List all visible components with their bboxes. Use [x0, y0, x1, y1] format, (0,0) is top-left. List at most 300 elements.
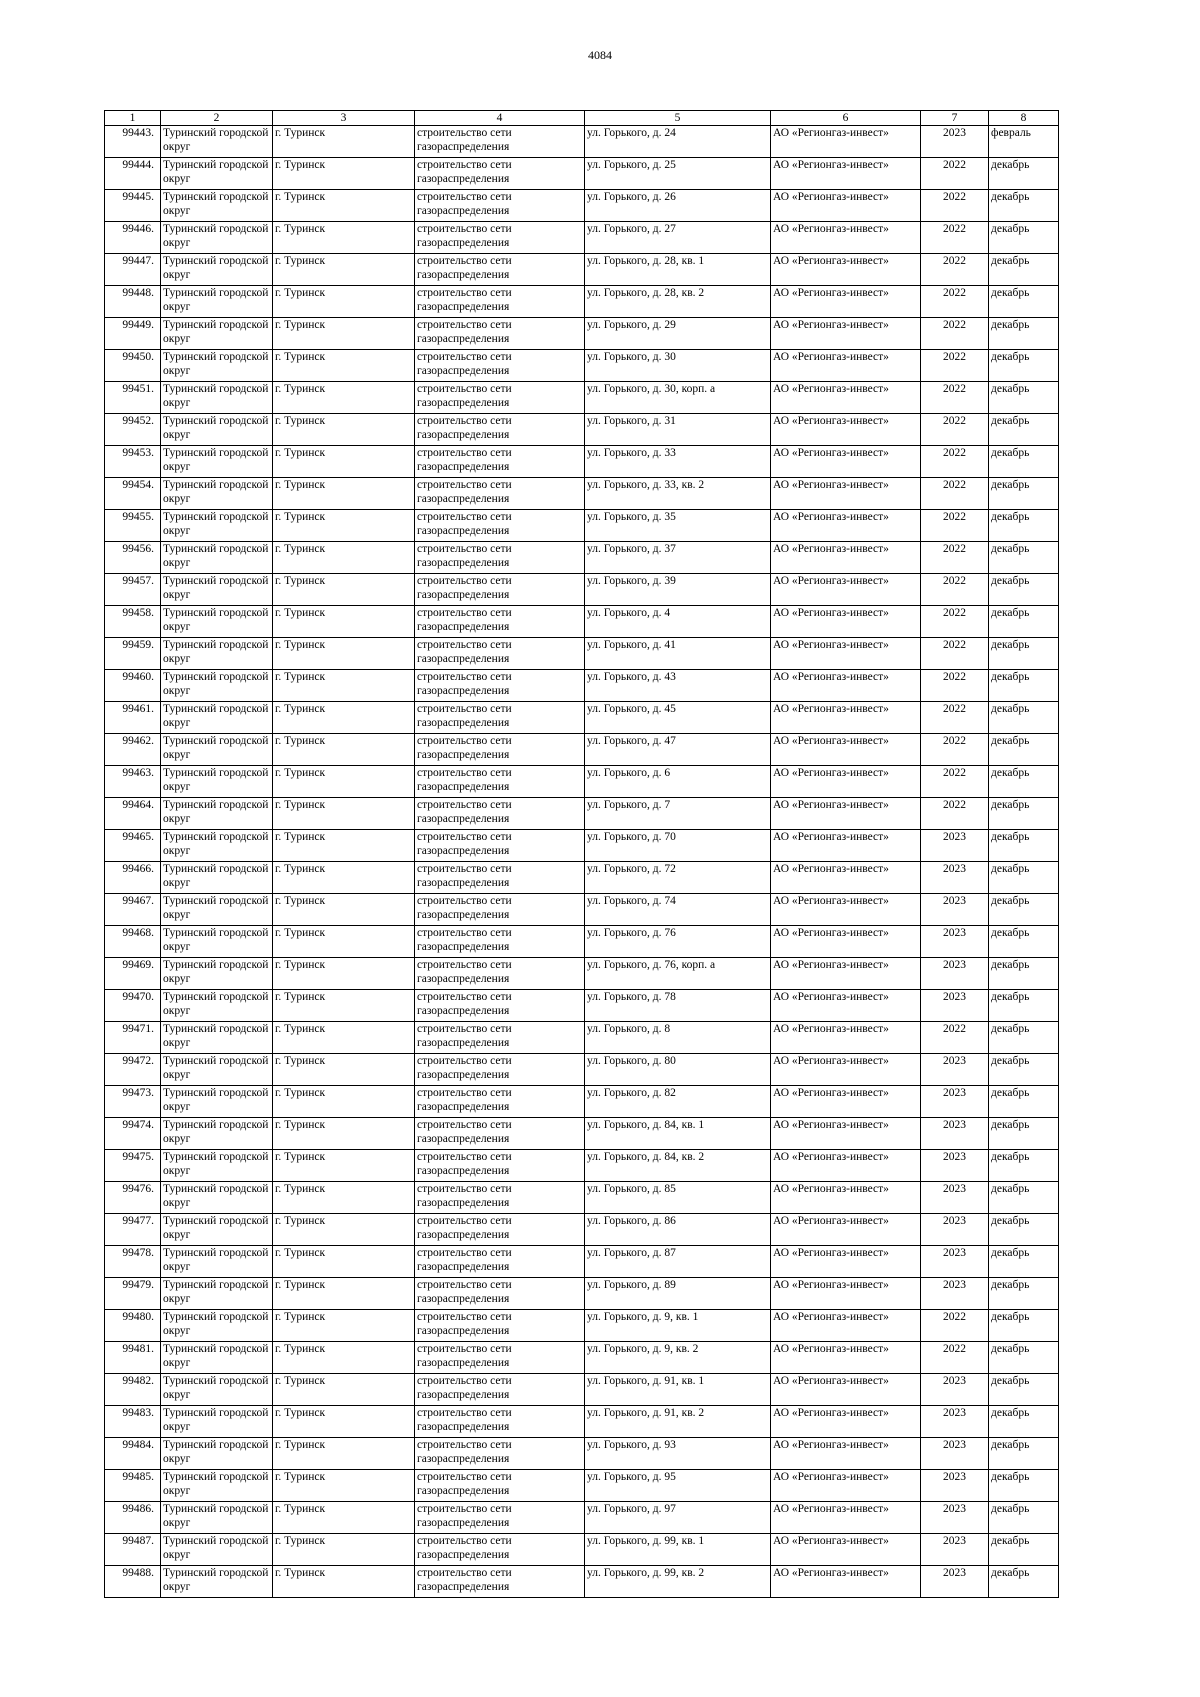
address-cell: ул. Горького, д. 91, кв. 2 — [585, 1406, 771, 1438]
municipality-cell: Туринский городской округ — [161, 286, 273, 318]
municipality-cell: Туринский городской округ — [161, 382, 273, 414]
operator-cell: АО «Регионгаз-инвест» — [771, 190, 921, 222]
operator-cell: АО «Регионгаз-инвест» — [771, 126, 921, 158]
object-cell: строительство сети газораспределения — [415, 766, 585, 798]
settlement-cell: г. Туринск — [273, 382, 415, 414]
operator-cell: АО «Регионгаз-инвест» — [771, 1214, 921, 1246]
address-cell: ул. Горького, д. 45 — [585, 702, 771, 734]
month-cell: декабрь — [989, 350, 1059, 382]
row-number-cell: 99488. — [105, 1566, 161, 1598]
month-cell: декабрь — [989, 734, 1059, 766]
municipality-cell: Туринский городской округ — [161, 126, 273, 158]
month-cell: декабрь — [989, 414, 1059, 446]
row-number-cell: 99478. — [105, 1246, 161, 1278]
municipality-cell: Туринский городской округ — [161, 606, 273, 638]
table-row — [105, 222, 1059, 254]
settlement-cell: г. Туринск — [273, 318, 415, 350]
row-number-cell: 99451. — [105, 382, 161, 414]
settlement-cell: г. Туринск — [273, 1214, 415, 1246]
operator-cell: АО «Регионгаз-инвест» — [771, 798, 921, 830]
year-cell: 2022 — [921, 158, 989, 190]
settlement-cell: г. Туринск — [273, 1566, 415, 1598]
table-body — [105, 126, 1059, 1598]
table-row — [105, 1214, 1059, 1246]
row-number-cell: 99459. — [105, 638, 161, 670]
municipality-cell: Туринский городской округ — [161, 702, 273, 734]
page-number: 4084 — [588, 48, 612, 62]
object-cell: строительство сети газораспределения — [415, 830, 585, 862]
municipality-cell: Туринский городской округ — [161, 766, 273, 798]
object-cell: строительство сети газораспределения — [415, 222, 585, 254]
municipality-cell: Туринский городской округ — [161, 574, 273, 606]
operator-cell: АО «Регионгаз-инвест» — [771, 510, 921, 542]
column-header-1: 1 — [105, 111, 161, 126]
municipality-cell: Туринский городской округ — [161, 318, 273, 350]
settlement-cell: г. Туринск — [273, 1022, 415, 1054]
address-cell: ул. Горького, д. 97 — [585, 1502, 771, 1534]
month-cell: декабрь — [989, 1214, 1059, 1246]
settlement-cell: г. Туринск — [273, 1054, 415, 1086]
table-row — [105, 1182, 1059, 1214]
settlement-cell: г. Туринск — [273, 958, 415, 990]
municipality-cell: Туринский городской округ — [161, 1246, 273, 1278]
table-row — [105, 350, 1059, 382]
object-cell: строительство сети газораспределения — [415, 1342, 585, 1374]
column-header-4: 4 — [415, 111, 585, 126]
object-cell: строительство сети газораспределения — [415, 1566, 585, 1598]
object-cell: строительство сети газораспределения — [415, 1310, 585, 1342]
month-cell: февраль — [989, 126, 1059, 158]
municipality-cell: Туринский городской округ — [161, 830, 273, 862]
operator-cell: АО «Регионгаз-инвест» — [771, 990, 921, 1022]
settlement-cell: г. Туринск — [273, 798, 415, 830]
year-cell: 2023 — [921, 926, 989, 958]
operator-cell: АО «Регионгаз-инвест» — [771, 1150, 921, 1182]
municipality-cell: Туринский городской округ — [161, 734, 273, 766]
month-cell: декабрь — [989, 1022, 1059, 1054]
table-row — [105, 318, 1059, 350]
settlement-cell: г. Туринск — [273, 1374, 415, 1406]
month-cell: декабрь — [989, 158, 1059, 190]
row-number-cell: 99446. — [105, 222, 161, 254]
month-cell: декабрь — [989, 1502, 1059, 1534]
month-cell: декабрь — [989, 222, 1059, 254]
municipality-cell: Туринский городской округ — [161, 1022, 273, 1054]
row-number-cell: 99463. — [105, 766, 161, 798]
settlement-cell: г. Туринск — [273, 126, 415, 158]
table-row — [105, 830, 1059, 862]
year-cell: 2023 — [921, 1118, 989, 1150]
settlement-cell: г. Туринск — [273, 414, 415, 446]
object-cell: строительство сети газораспределения — [415, 702, 585, 734]
object-cell: строительство сети газораспределения — [415, 478, 585, 510]
month-cell: декабрь — [989, 926, 1059, 958]
month-cell: декабрь — [989, 1150, 1059, 1182]
year-cell: 2023 — [921, 1054, 989, 1086]
settlement-cell: г. Туринск — [273, 1534, 415, 1566]
municipality-cell: Туринский городской округ — [161, 894, 273, 926]
address-cell: ул. Горького, д. 7 — [585, 798, 771, 830]
address-cell: ул. Горького, д. 86 — [585, 1214, 771, 1246]
table-row — [105, 1278, 1059, 1310]
municipality-cell: Туринский городской округ — [161, 1310, 273, 1342]
object-cell: строительство сети газораспределения — [415, 734, 585, 766]
row-number-cell: 99449. — [105, 318, 161, 350]
year-cell: 2022 — [921, 1342, 989, 1374]
object-cell: строительство сети газораспределения — [415, 574, 585, 606]
operator-cell: АО «Регионгаз-инвест» — [771, 926, 921, 958]
table-row — [105, 638, 1059, 670]
year-cell: 2023 — [921, 1470, 989, 1502]
table-header — [105, 111, 1059, 126]
month-cell: декабрь — [989, 1342, 1059, 1374]
row-number-cell: 99472. — [105, 1054, 161, 1086]
table-row — [105, 798, 1059, 830]
year-cell: 2023 — [921, 990, 989, 1022]
settlement-cell: г. Туринск — [273, 350, 415, 382]
municipality-cell: Туринский городской округ — [161, 190, 273, 222]
settlement-cell: г. Туринск — [273, 926, 415, 958]
operator-cell: АО «Регионгаз-инвест» — [771, 446, 921, 478]
year-cell: 2022 — [921, 382, 989, 414]
object-cell: строительство сети газораспределения — [415, 382, 585, 414]
object-cell: строительство сети газораспределения — [415, 286, 585, 318]
address-cell: ул. Горького, д. 91, кв. 1 — [585, 1374, 771, 1406]
month-cell: декабрь — [989, 702, 1059, 734]
operator-cell: АО «Регионгаз-инвест» — [771, 830, 921, 862]
table-row — [105, 1118, 1059, 1150]
table-row — [105, 1470, 1059, 1502]
operator-cell: АО «Регионгаз-инвест» — [771, 478, 921, 510]
month-cell: декабрь — [989, 862, 1059, 894]
settlement-cell: г. Туринск — [273, 254, 415, 286]
operator-cell: АО «Регионгаз-инвест» — [771, 606, 921, 638]
table-row — [105, 766, 1059, 798]
operator-cell: АО «Регионгаз-инвест» — [771, 702, 921, 734]
table-row — [105, 1566, 1059, 1598]
month-cell: декабрь — [989, 1118, 1059, 1150]
object-cell: строительство сети газораспределения — [415, 798, 585, 830]
operator-cell: АО «Регионгаз-инвест» — [771, 286, 921, 318]
year-cell: 2023 — [921, 1502, 989, 1534]
year-cell: 2023 — [921, 1406, 989, 1438]
row-number-cell: 99460. — [105, 670, 161, 702]
column-header-6: 6 — [771, 111, 921, 126]
municipality-cell: Туринский городской округ — [161, 1278, 273, 1310]
object-cell: строительство сети газораспределения — [415, 1054, 585, 1086]
object-cell: строительство сети газораспределения — [415, 542, 585, 574]
municipality-cell: Туринский городской округ — [161, 414, 273, 446]
month-cell: декабрь — [989, 1534, 1059, 1566]
table-row — [105, 1086, 1059, 1118]
year-cell: 2022 — [921, 510, 989, 542]
municipality-cell: Туринский городской округ — [161, 1150, 273, 1182]
municipality-cell: Туринский городской округ — [161, 1438, 273, 1470]
settlement-cell: г. Туринск — [273, 446, 415, 478]
address-cell: ул. Горького, д. 33, кв. 2 — [585, 478, 771, 510]
address-cell: ул. Горького, д. 28, кв. 1 — [585, 254, 771, 286]
address-cell: ул. Горького, д. 27 — [585, 222, 771, 254]
operator-cell: АО «Регионгаз-инвест» — [771, 1566, 921, 1598]
object-cell: строительство сети газораспределения — [415, 158, 585, 190]
row-number-cell: 99454. — [105, 478, 161, 510]
year-cell: 2023 — [921, 1534, 989, 1566]
table-row — [105, 478, 1059, 510]
address-cell: ул. Горького, д. 6 — [585, 766, 771, 798]
operator-cell: АО «Регионгаз-инвест» — [771, 1278, 921, 1310]
year-cell: 2023 — [921, 1246, 989, 1278]
table-row — [105, 190, 1059, 222]
operator-cell: АО «Регионгаз-инвест» — [771, 1502, 921, 1534]
month-cell: декабрь — [989, 766, 1059, 798]
municipality-cell: Туринский городской округ — [161, 638, 273, 670]
municipality-cell: Туринский городской округ — [161, 1534, 273, 1566]
object-cell: строительство сети газораспределения — [415, 1470, 585, 1502]
address-cell: ул. Горького, д. 39 — [585, 574, 771, 606]
object-cell: строительство сети газораспределения — [415, 1246, 585, 1278]
object-cell: строительство сети газораспределения — [415, 1374, 585, 1406]
table-row — [105, 1502, 1059, 1534]
year-cell: 2022 — [921, 318, 989, 350]
year-cell: 2022 — [921, 190, 989, 222]
settlement-cell: г. Туринск — [273, 638, 415, 670]
settlement-cell: г. Туринск — [273, 670, 415, 702]
municipality-cell: Туринский городской округ — [161, 158, 273, 190]
address-cell: ул. Горького, д. 28, кв. 2 — [585, 286, 771, 318]
month-cell: декабрь — [989, 830, 1059, 862]
month-cell: декабрь — [989, 606, 1059, 638]
column-header-3: 3 — [273, 111, 415, 126]
address-cell: ул. Горького, д. 30, корп. а — [585, 382, 771, 414]
object-cell: строительство сети газораспределения — [415, 894, 585, 926]
operator-cell: АО «Регионгаз-инвест» — [771, 1182, 921, 1214]
year-cell: 2023 — [921, 1214, 989, 1246]
address-cell: ул. Горького, д. 26 — [585, 190, 771, 222]
municipality-cell: Туринский городской округ — [161, 798, 273, 830]
table-row — [105, 990, 1059, 1022]
year-cell: 2023 — [921, 1438, 989, 1470]
municipality-cell: Туринский городской округ — [161, 1406, 273, 1438]
address-cell: ул. Горького, д. 25 — [585, 158, 771, 190]
row-number-cell: 99444. — [105, 158, 161, 190]
municipality-cell: Туринский городской округ — [161, 478, 273, 510]
month-cell: декабрь — [989, 1310, 1059, 1342]
year-cell: 2023 — [921, 1182, 989, 1214]
row-number-cell: 99467. — [105, 894, 161, 926]
operator-cell: АО «Регионгаз-инвест» — [771, 1086, 921, 1118]
object-cell: строительство сети газораспределения — [415, 1182, 585, 1214]
operator-cell: АО «Регионгаз-инвест» — [771, 958, 921, 990]
year-cell: 2022 — [921, 1022, 989, 1054]
address-cell: ул. Горького, д. 43 — [585, 670, 771, 702]
address-cell: ул. Горького, д. 93 — [585, 1438, 771, 1470]
operator-cell: АО «Регионгаз-инвест» — [771, 1438, 921, 1470]
operator-cell: АО «Регионгаз-инвест» — [771, 1022, 921, 1054]
year-cell: 2023 — [921, 1278, 989, 1310]
month-cell: декабрь — [989, 382, 1059, 414]
municipality-cell: Туринский городской округ — [161, 1374, 273, 1406]
municipality-cell: Туринский городской округ — [161, 958, 273, 990]
object-cell: строительство сети газораспределения — [415, 254, 585, 286]
operator-cell: АО «Регионгаз-инвест» — [771, 158, 921, 190]
settlement-cell: г. Туринск — [273, 1310, 415, 1342]
year-cell: 2022 — [921, 542, 989, 574]
table-row — [105, 382, 1059, 414]
municipality-cell: Туринский городской округ — [161, 254, 273, 286]
month-cell: декабрь — [989, 318, 1059, 350]
year-cell: 2022 — [921, 478, 989, 510]
municipality-cell: Туринский городской округ — [161, 1086, 273, 1118]
row-number-cell: 99443. — [105, 126, 161, 158]
month-cell: декабрь — [989, 1470, 1059, 1502]
row-number-cell: 99484. — [105, 1438, 161, 1470]
table-row — [105, 1246, 1059, 1278]
row-number-cell: 99483. — [105, 1406, 161, 1438]
row-number-cell: 99479. — [105, 1278, 161, 1310]
row-number-cell: 99471. — [105, 1022, 161, 1054]
table-row — [105, 414, 1059, 446]
object-cell: строительство сети газораспределения — [415, 926, 585, 958]
year-cell: 2022 — [921, 670, 989, 702]
object-cell: строительство сети газораспределения — [415, 1214, 585, 1246]
object-cell: строительство сети газораспределения — [415, 606, 585, 638]
settlement-cell: г. Туринск — [273, 1150, 415, 1182]
year-cell: 2022 — [921, 766, 989, 798]
month-cell: декабрь — [989, 1278, 1059, 1310]
table-row — [105, 734, 1059, 766]
operator-cell: АО «Регионгаз-инвест» — [771, 1342, 921, 1374]
month-cell: декабрь — [989, 1246, 1059, 1278]
year-cell: 2023 — [921, 1150, 989, 1182]
row-number-cell: 99452. — [105, 414, 161, 446]
settlement-cell: г. Туринск — [273, 734, 415, 766]
month-cell: декабрь — [989, 638, 1059, 670]
object-cell: строительство сети газораспределения — [415, 638, 585, 670]
row-number-cell: 99485. — [105, 1470, 161, 1502]
settlement-cell: г. Туринск — [273, 862, 415, 894]
settlement-cell: г. Туринск — [273, 1278, 415, 1310]
address-cell: ул. Горького, д. 84, кв. 1 — [585, 1118, 771, 1150]
address-cell: ул. Горького, д. 84, кв. 2 — [585, 1150, 771, 1182]
table-row — [105, 606, 1059, 638]
table-row — [105, 670, 1059, 702]
operator-cell: АО «Регионгаз-инвест» — [771, 574, 921, 606]
table-row — [105, 446, 1059, 478]
month-cell: декабрь — [989, 1406, 1059, 1438]
address-cell: ул. Горького, д. 9, кв. 1 — [585, 1310, 771, 1342]
month-cell: декабрь — [989, 958, 1059, 990]
address-cell: ул. Горького, д. 47 — [585, 734, 771, 766]
address-cell: ул. Горького, д. 76, корп. а — [585, 958, 771, 990]
operator-cell: АО «Регионгаз-инвест» — [771, 766, 921, 798]
municipality-cell: Туринский городской округ — [161, 350, 273, 382]
operator-cell: АО «Регионгаз-инвест» — [771, 862, 921, 894]
month-cell: декабрь — [989, 798, 1059, 830]
settlement-cell: г. Туринск — [273, 1118, 415, 1150]
municipality-cell: Туринский городской округ — [161, 542, 273, 574]
operator-cell: АО «Регионгаз-инвест» — [771, 1118, 921, 1150]
operator-cell: АО «Регионгаз-инвест» — [771, 318, 921, 350]
row-number-cell: 99470. — [105, 990, 161, 1022]
table-row — [105, 1406, 1059, 1438]
year-cell: 2023 — [921, 894, 989, 926]
address-cell: ул. Горького, д. 31 — [585, 414, 771, 446]
settlement-cell: г. Туринск — [273, 894, 415, 926]
municipality-cell: Туринский городской округ — [161, 926, 273, 958]
year-cell: 2023 — [921, 862, 989, 894]
settlement-cell: г. Туринск — [273, 286, 415, 318]
year-cell: 2022 — [921, 606, 989, 638]
table-row — [105, 702, 1059, 734]
month-cell: декабрь — [989, 190, 1059, 222]
settlement-cell: г. Туринск — [273, 702, 415, 734]
month-cell: декабрь — [989, 1182, 1059, 1214]
object-cell: строительство сети газораспределения — [415, 1438, 585, 1470]
municipality-cell: Туринский городской округ — [161, 1182, 273, 1214]
month-cell: декабрь — [989, 1438, 1059, 1470]
operator-cell: АО «Регионгаз-инвест» — [771, 670, 921, 702]
year-cell: 2022 — [921, 734, 989, 766]
settlement-cell: г. Туринск — [273, 1182, 415, 1214]
address-cell: ул. Горького, д. 8 — [585, 1022, 771, 1054]
month-cell: декабрь — [989, 254, 1059, 286]
settlement-cell: г. Туринск — [273, 606, 415, 638]
municipality-cell: Туринский городской округ — [161, 222, 273, 254]
row-number-cell: 99455. — [105, 510, 161, 542]
row-number-cell: 99480. — [105, 1310, 161, 1342]
address-cell: ул. Горького, д. 89 — [585, 1278, 771, 1310]
municipality-cell: Туринский городской округ — [161, 1502, 273, 1534]
operator-cell: АО «Регионгаз-инвест» — [771, 638, 921, 670]
object-cell: строительство сети газораспределения — [415, 510, 585, 542]
object-cell: строительство сети газораспределения — [415, 990, 585, 1022]
row-number-cell: 99477. — [105, 1214, 161, 1246]
year-cell: 2022 — [921, 1310, 989, 1342]
settlement-cell: г. Туринск — [273, 1502, 415, 1534]
month-cell: декабрь — [989, 894, 1059, 926]
year-cell: 2023 — [921, 958, 989, 990]
row-number-cell: 99447. — [105, 254, 161, 286]
address-cell: ул. Горького, д. 4 — [585, 606, 771, 638]
municipality-cell: Туринский городской округ — [161, 1054, 273, 1086]
municipality-cell: Туринский городской округ — [161, 862, 273, 894]
operator-cell: АО «Регионгаз-инвест» — [771, 542, 921, 574]
row-number-cell: 99481. — [105, 1342, 161, 1374]
table-row — [105, 1374, 1059, 1406]
address-cell: ул. Горького, д. 95 — [585, 1470, 771, 1502]
operator-cell: АО «Регионгаз-инвест» — [771, 382, 921, 414]
settlement-cell: г. Туринск — [273, 542, 415, 574]
year-cell: 2023 — [921, 1374, 989, 1406]
address-cell: ул. Горького, д. 87 — [585, 1246, 771, 1278]
row-number-cell: 99473. — [105, 1086, 161, 1118]
year-cell: 2023 — [921, 830, 989, 862]
year-cell: 2023 — [921, 1086, 989, 1118]
row-number-cell: 99453. — [105, 446, 161, 478]
month-cell: декабрь — [989, 990, 1059, 1022]
table-row — [105, 158, 1059, 190]
header-row — [105, 111, 1059, 126]
address-cell: ул. Горького, д. 85 — [585, 1182, 771, 1214]
settlement-cell: г. Туринск — [273, 574, 415, 606]
object-cell: строительство сети газораспределения — [415, 126, 585, 158]
row-number-cell: 99466. — [105, 862, 161, 894]
year-cell: 2022 — [921, 286, 989, 318]
object-cell: строительство сети газораспределения — [415, 414, 585, 446]
year-cell: 2023 — [921, 126, 989, 158]
operator-cell: АО «Регионгаз-инвест» — [771, 1470, 921, 1502]
table-row — [105, 894, 1059, 926]
